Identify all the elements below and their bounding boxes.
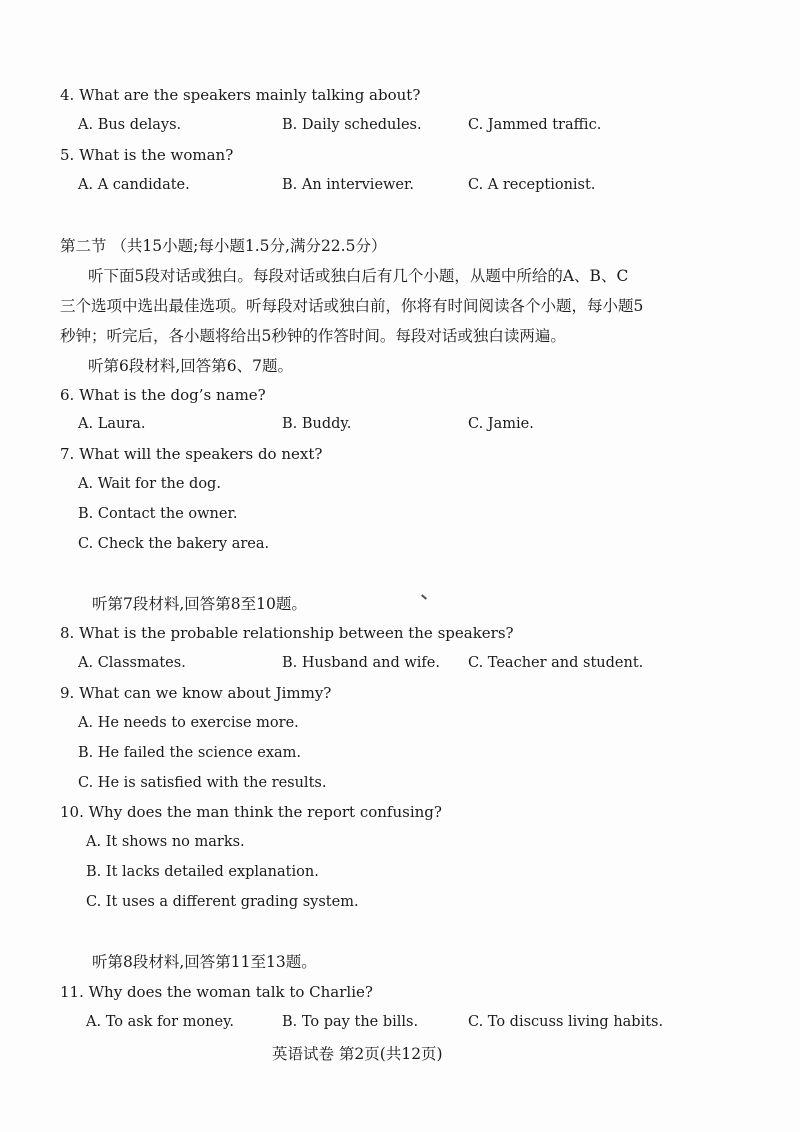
question-7-stem: 7. What will the speakers do next? xyxy=(60,445,323,463)
question-10-option-a: A. It shows no marks. xyxy=(86,834,245,850)
question-6-option-a: A. Laura. xyxy=(78,416,146,432)
section-2-instructions-line-3: 秒钟；听完后，各小题将给出5秒钟的作答时间。每段对话或独白读两遍。 xyxy=(60,327,566,345)
material-7-heading: 听第7段材料,回答第8至10题。 xyxy=(92,595,307,613)
question-4-stem: 4. What are the speakers mainly talking about? xyxy=(60,86,421,104)
material-6-heading: 听第6段材料,回答第6、7题。 xyxy=(88,357,294,375)
section-2-instructions-line-2: 三个选项中选出最佳选项。听每段对话或独白前，你将有时间阅读各个小题，每小题5 xyxy=(60,297,644,315)
question-8-stem: 8. What is the probable relationship between the speakers? xyxy=(60,624,514,642)
question-9-option-c: C. He is satisfied with the results. xyxy=(78,775,327,791)
question-9-stem: 9. What can we know about Jimmy? xyxy=(60,684,332,702)
section-2-heading: 第二节 （共15小题;每小题1.5分,满分22.5分） xyxy=(60,237,387,255)
page-footer: 英语试卷 第2页(共12页) xyxy=(272,1045,443,1063)
question-10-option-b: B. It lacks detailed explanation. xyxy=(86,864,319,880)
question-11-option-a: A. To ask for money. xyxy=(86,1014,234,1030)
scan-speck xyxy=(421,594,427,599)
question-9-option-a: A. He needs to exercise more. xyxy=(78,715,299,731)
question-6-option-c: C. Jamie. xyxy=(468,416,534,432)
question-8-option-a: A. Classmates. xyxy=(78,655,186,671)
question-11-option-b: B. To pay the bills. xyxy=(282,1014,419,1030)
question-11-option-c: C. To discuss living habits. xyxy=(468,1014,664,1030)
question-10-option-c: C. It uses a different grading system. xyxy=(86,894,359,910)
question-4-option-c: C. Jammed traffic. xyxy=(468,117,602,133)
question-5-option-c: C. A receptionist. xyxy=(468,177,596,193)
question-5-option-b: B. An interviewer. xyxy=(282,177,414,193)
question-7-option-a: A. Wait for the dog. xyxy=(78,476,221,492)
section-2-instructions-line-1: 听下面5段对话或独白。每段对话或独白后有几个小题，从题中所给的A、B、C xyxy=(88,267,629,285)
question-7-option-b: B. Contact the owner. xyxy=(78,506,238,522)
question-4-option-a: A. Bus delays. xyxy=(78,117,182,133)
question-5-option-a: A. A candidate. xyxy=(78,177,190,193)
question-10-stem: 10. Why does the man think the report confusing? xyxy=(60,803,442,821)
question-9-option-b: B. He failed the science exam. xyxy=(78,745,302,761)
question-11-stem: 11. Why does the woman talk to Charlie? xyxy=(60,983,373,1001)
question-7-option-c: C. Check the bakery area. xyxy=(78,536,270,552)
question-8-option-c: C. Teacher and student. xyxy=(468,655,644,671)
question-8-option-b: B. Husband and wife. xyxy=(282,655,440,671)
question-4-option-b: B. Daily schedules. xyxy=(282,117,422,133)
question-5-stem: 5. What is the woman? xyxy=(60,146,234,164)
question-6-stem: 6. What is the dog’s name? xyxy=(60,386,266,404)
question-6-option-b: B. Buddy. xyxy=(282,416,352,432)
material-8-heading: 听第8段材料,回答第11至13题。 xyxy=(92,953,317,971)
